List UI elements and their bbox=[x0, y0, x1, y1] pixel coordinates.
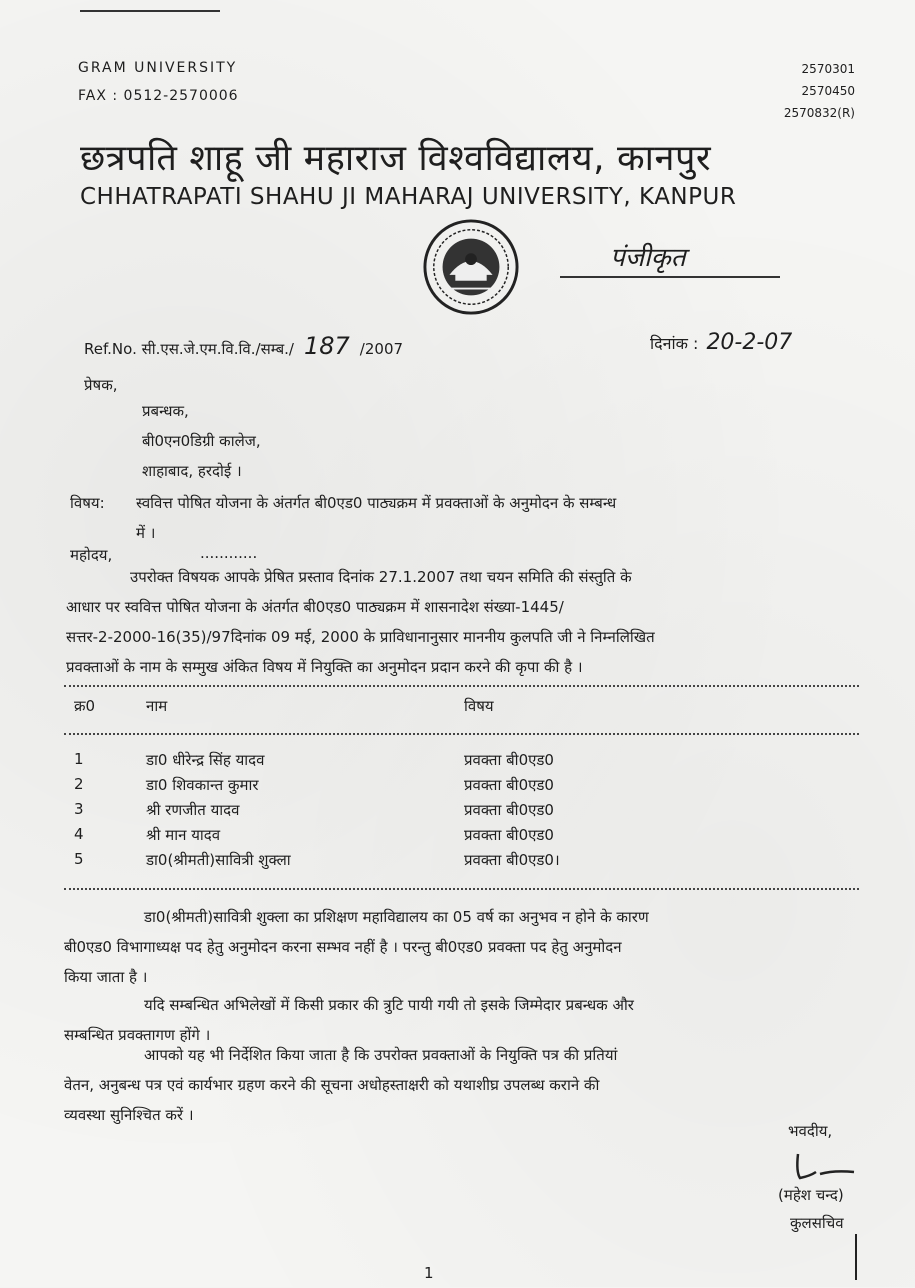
row-subject: प्रवक्ता बी0एड0। bbox=[464, 851, 560, 869]
letter-date bbox=[650, 330, 792, 355]
para1-line-2: आधार पर स्ववित्त पोषित योजना के अंतर्गत बी0एड0 पाठ्यक्रम में शासनादेश संख्या-1445/ bbox=[66, 598, 564, 616]
header-name: नाम bbox=[146, 697, 168, 715]
row-name: डा0 शिवकान्त कुमार bbox=[146, 776, 259, 794]
para1-line-3: सत्तर-2-2000-16(35)/97दिनांक 09 मई, 2000 के प्राविधानानुसार माननीय कुलपति जी ने निम्नलिखित bbox=[66, 628, 655, 646]
salutation-dots: ............ bbox=[200, 544, 258, 562]
university-title-hindi: छत्रपति शाहू जी महाराज विश्वविद्यालय, कानपुर bbox=[80, 138, 712, 179]
para1-line-4: प्रवक्ताओं के नाम के सम्मुख अंकित विषय में नियुक्ति का अनुमोदन प्रदान करने की कृपा की है । bbox=[66, 658, 583, 676]
phone-1: 2570301 bbox=[801, 62, 855, 76]
phone-2: 2570450 bbox=[801, 84, 855, 98]
page-number: 1 bbox=[424, 1264, 434, 1282]
reference-number bbox=[84, 332, 403, 360]
table-row bbox=[70, 800, 870, 824]
row-sn: 4 bbox=[74, 825, 84, 843]
margin-mark-icon bbox=[842, 1232, 866, 1282]
para1-line-1: उपरोक्त विषयक आपके प्रेषित प्रस्ताव दिनांक 27.1.2007 तथा चयन समिति की संस्तुति के bbox=[130, 568, 632, 586]
addressee-line-2: बी0एन0डिग्री कालेज, bbox=[142, 432, 261, 450]
gram-address: GRAM UNIVERSITY bbox=[78, 60, 238, 76]
table-row bbox=[70, 825, 870, 849]
table-header-row bbox=[70, 696, 870, 720]
subject-label: विषय: bbox=[70, 494, 105, 512]
row-sn: 5 bbox=[74, 850, 84, 868]
para4-line-2: वेतन, अनुबन्ध पत्र एवं कार्यभार ग्रहण करने की सूचना अधोहस्ताक्षरी को यथाशीघ्र उपलब्ध कराने की bbox=[64, 1076, 600, 1094]
para3-line-1: यदि सम्बन्धित अभिलेखों में किसी प्रकार की त्रुटि पायी गयी तो इसके जिम्मेदार प्रबन्धक और bbox=[144, 996, 634, 1014]
row-sn: 1 bbox=[74, 750, 84, 768]
para3-line-2: सम्बन्धित प्रवक्तागण होंगे । bbox=[64, 1026, 211, 1044]
row-name: डा0 धीरेन्द्र सिंह यादव bbox=[146, 751, 265, 769]
addressee-block bbox=[142, 396, 261, 486]
ref-label: Ref.No. सी.एस.जे.एम.वि.वि./सम्ब./ bbox=[84, 340, 294, 358]
subject-line-2: में । bbox=[136, 524, 156, 542]
university-seal-icon bbox=[422, 218, 520, 316]
para2-line-3: किया जाता है । bbox=[64, 968, 148, 986]
row-subject: प्रवक्ता बी0एड0 bbox=[464, 826, 554, 844]
ref-number-handwritten: 187 bbox=[303, 332, 350, 360]
top-margin-strip bbox=[80, 0, 220, 12]
row-name: श्री मान यादव bbox=[146, 826, 221, 844]
row-name: डा0(श्रीमती)सावित्री शुक्ला bbox=[146, 851, 291, 869]
para4-line-3: व्यवस्था सुनिश्चित करें । bbox=[64, 1106, 194, 1124]
date-label: दिनांक : bbox=[650, 334, 699, 353]
body-paragraph-4 bbox=[64, 1040, 617, 1130]
table-row bbox=[70, 750, 870, 774]
body-paragraph-2 bbox=[64, 902, 649, 992]
sender-label: प्रेषक, bbox=[84, 376, 118, 394]
table-top-rule bbox=[64, 685, 859, 687]
row-subject: प्रवक्ता बी0एड0 bbox=[464, 751, 554, 769]
registrar-handwritten: पंजीकृत bbox=[610, 243, 686, 273]
registrar-underline bbox=[560, 276, 780, 278]
para2-line-1: डा0(श्रीमती)सावित्री शुक्ला का प्रशिक्षण महाविद्यालय का 05 वर्ष का अनुभव न होने के कारण bbox=[144, 908, 649, 926]
phone-numbers bbox=[784, 58, 855, 124]
row-subject: प्रवक्ता बी0एड0 bbox=[464, 776, 554, 794]
subject-line-1: स्ववित्त पोषित योजना के अंतर्गत बी0एड0 पाठ्यक्रम में प्रवक्ताओं के अनुमोदन के सम्बन्ध bbox=[136, 494, 617, 512]
fax-number: FAX : 0512-2570006 bbox=[78, 88, 239, 104]
phone-3: 2570832(R) bbox=[783, 106, 855, 120]
row-name: श्री रणजीत यादव bbox=[146, 801, 240, 819]
body-paragraph-1 bbox=[66, 562, 655, 682]
date-value-handwritten: 20-2-07 bbox=[706, 330, 793, 355]
table-row bbox=[70, 850, 870, 874]
salutation: महोदय, bbox=[70, 546, 113, 564]
row-sn: 2 bbox=[74, 775, 84, 793]
university-title-english: CHHATRAPATI SHAHU JI MAHARAJ UNIVERSITY, KANPUR bbox=[80, 184, 737, 210]
row-subject: प्रवक्ता बी0एड0 bbox=[464, 801, 554, 819]
header-subject: विषय bbox=[464, 697, 494, 715]
addressee-line-3: शाहाबाद, हरदोई । bbox=[142, 462, 242, 480]
para2-line-2: बी0एड0 विभागाध्यक्ष पद हेतु अनुमोदन करना सम्भव नहीं है । परन्तु बी0एड0 प्रवक्ता पद हेतु अनुमोदन bbox=[64, 938, 622, 956]
table-bottom-rule bbox=[64, 888, 859, 890]
row-sn: 3 bbox=[74, 800, 84, 818]
header-sn: क्र0 bbox=[74, 697, 96, 715]
signatory-name: (महेश चन्द) bbox=[778, 1186, 844, 1204]
closing-yours: भवदीय, bbox=[788, 1122, 833, 1140]
table-row bbox=[70, 775, 870, 799]
ref-year: /2007 bbox=[359, 340, 404, 358]
para4-line-1: आपको यह भी निर्देशित किया जाता है कि उपरोक्त प्रवक्ताओं के नियुक्ति पत्र की प्रतियां bbox=[144, 1046, 618, 1064]
signatory-designation: कुलसचिव bbox=[790, 1214, 844, 1232]
table-header-rule bbox=[64, 733, 859, 735]
addressee-line-1: प्रबन्धक, bbox=[142, 402, 189, 420]
